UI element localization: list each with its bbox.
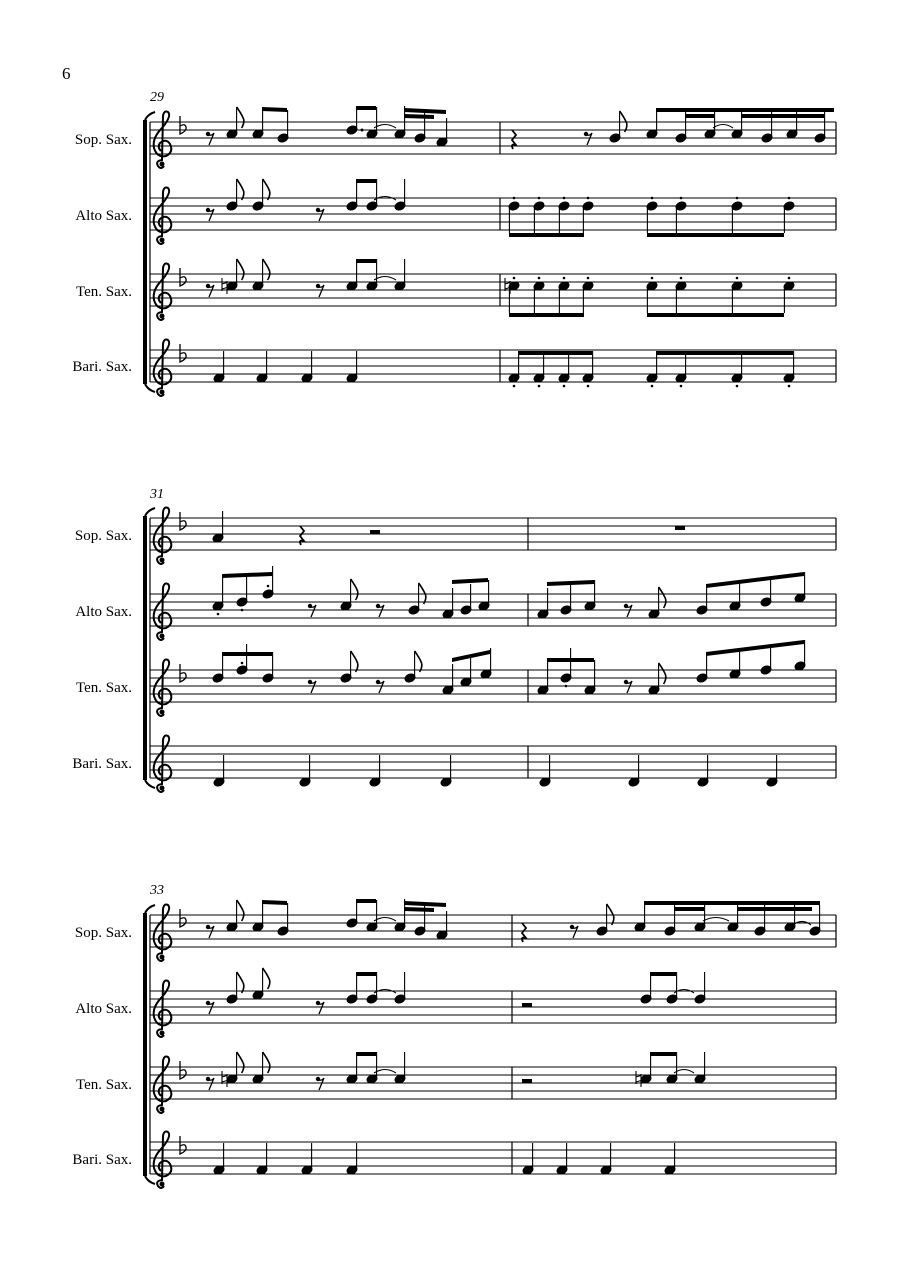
staccato-dot <box>241 662 244 665</box>
treble-clef-icon <box>154 905 172 962</box>
note-beam <box>356 106 376 110</box>
note-beam <box>356 179 376 183</box>
note-flag <box>263 968 270 989</box>
note-flag <box>237 179 244 200</box>
treble-clef-icon <box>160 390 165 395</box>
note-flag <box>237 1052 244 1073</box>
instrument-label-baritone: Bari. Sax. <box>72 359 132 375</box>
note-beam <box>656 351 793 355</box>
eighth-rest <box>208 285 214 297</box>
note-flag <box>351 651 358 672</box>
note-beam <box>741 114 824 118</box>
staccato-dot <box>563 277 566 280</box>
staccato-dot <box>538 385 541 388</box>
note-beam <box>650 972 676 976</box>
note-beam <box>518 351 592 355</box>
treble-clef-icon <box>154 584 172 641</box>
note-flag <box>263 179 270 200</box>
instrument-label-tenor: Ten. Sax. <box>75 1077 132 1093</box>
treble-clef-icon <box>160 710 165 715</box>
treble-clef-icon <box>154 188 172 245</box>
note-beam <box>404 114 434 119</box>
staccato-dot <box>680 385 683 388</box>
staccato-dot <box>736 197 739 200</box>
eighth-rest <box>626 605 632 617</box>
natural-sign-icon <box>222 1071 227 1087</box>
eighth-rest <box>586 133 592 145</box>
system-bracket <box>145 112 155 120</box>
staccato-dot <box>587 385 590 388</box>
note-flag <box>237 259 244 280</box>
note-beam <box>647 233 784 237</box>
tie <box>374 277 396 281</box>
note-beam <box>706 572 804 588</box>
note-beam <box>222 652 272 656</box>
flat-sign-icon <box>180 1061 186 1079</box>
measure-number-31: 31 <box>150 487 164 502</box>
note-beam <box>656 108 834 112</box>
instrument-label-baritone: Bari. Sax. <box>72 756 132 772</box>
staccato-dot <box>513 277 516 280</box>
eighth-rest <box>310 605 316 617</box>
treble-clef-icon <box>160 955 165 960</box>
treble-clef-icon <box>160 238 165 243</box>
treble-clef-icon <box>154 736 172 793</box>
tie <box>374 125 396 129</box>
note-beam <box>674 907 704 911</box>
note-beam <box>737 907 812 911</box>
staccato-dot <box>563 385 566 388</box>
eighth-rest <box>208 133 214 145</box>
note-beam <box>356 972 376 976</box>
natural-sign-icon <box>636 1071 641 1087</box>
staccato-dot <box>587 197 590 200</box>
staccato-dot <box>513 385 516 388</box>
flat-sign-icon <box>180 664 186 682</box>
tie <box>374 918 396 922</box>
staccato-dot <box>267 585 270 588</box>
flat-sign-icon <box>180 268 186 286</box>
instrument-label-alto: Alto Sax. <box>75 604 132 620</box>
tie <box>703 918 729 922</box>
staccato-dot <box>788 277 791 280</box>
system-bracket <box>143 120 147 384</box>
note-flag <box>237 107 244 128</box>
treble-clef-icon <box>154 264 172 321</box>
treble-clef-icon <box>160 1182 165 1187</box>
system-bracket <box>145 1176 155 1184</box>
note-beam <box>547 658 594 662</box>
eighth-rest <box>310 681 316 693</box>
instrument-label-soprano: Sop. Sax. <box>74 528 132 544</box>
note-flag <box>237 900 244 921</box>
staccato-dot <box>563 197 566 200</box>
staccato-dot <box>217 613 220 616</box>
staccato-dot <box>651 197 654 200</box>
note-beam <box>644 901 820 905</box>
note-beam <box>404 907 434 912</box>
staccato-dot <box>788 385 791 388</box>
flat-sign-icon <box>180 1136 186 1154</box>
treble-clef-icon <box>154 981 172 1038</box>
dot <box>361 129 364 132</box>
instrument-label-tenor: Ten. Sax. <box>75 680 132 696</box>
system-bracket <box>143 913 147 1176</box>
note-flag <box>659 587 666 608</box>
staccato-dot <box>565 685 568 688</box>
eighth-rest <box>572 926 578 938</box>
note-beam <box>509 313 584 317</box>
staccato-dot <box>538 197 541 200</box>
system-bracket <box>143 516 147 780</box>
treble-clef-icon <box>160 634 165 639</box>
eighth-rest <box>378 605 384 617</box>
treble-clef-icon <box>154 340 172 397</box>
instrument-label-alto: Alto Sax. <box>75 1001 132 1017</box>
note-beam <box>509 233 584 237</box>
note-beam <box>650 1052 676 1056</box>
treble-clef-icon <box>160 1107 165 1112</box>
staccato-dot <box>736 385 739 388</box>
flat-sign-icon <box>180 512 186 530</box>
half-rest <box>370 530 380 534</box>
natural-sign-icon <box>222 278 227 294</box>
note-beam <box>647 313 784 317</box>
system-bracket <box>145 508 155 516</box>
staccato-dot <box>538 277 541 280</box>
treble-clef-icon <box>160 162 165 167</box>
treble-clef-icon <box>160 786 165 791</box>
eighth-rest <box>318 1078 324 1090</box>
note-beam <box>685 114 714 118</box>
staccato-dot <box>651 385 654 388</box>
note-beam <box>262 107 287 112</box>
half-rest <box>522 1003 532 1007</box>
tie <box>374 1070 396 1074</box>
staccato-dot <box>680 277 683 280</box>
eighth-rest <box>208 926 214 938</box>
measure-number-33: 33 <box>150 883 164 898</box>
treble-clef-icon <box>154 660 172 717</box>
treble-clef-icon <box>160 558 165 563</box>
note-beam <box>452 578 488 584</box>
instrument-label-alto: Alto Sax. <box>75 208 132 224</box>
note-flag <box>351 579 358 600</box>
staccato-dot <box>651 277 654 280</box>
flat-sign-icon <box>180 909 186 927</box>
eighth-rest <box>318 1002 324 1014</box>
instrument-label-soprano: Sop. Sax. <box>74 132 132 148</box>
eighth-rest <box>378 681 384 693</box>
instrument-label-baritone: Bari. Sax. <box>72 1152 132 1168</box>
eighth-rest <box>318 209 324 221</box>
whole-rest <box>675 526 685 530</box>
measure-number-29: 29 <box>150 90 164 105</box>
system-bracket <box>145 384 155 392</box>
eighth-rest <box>208 1002 214 1014</box>
flat-sign-icon <box>180 344 186 362</box>
note-beam <box>356 259 376 263</box>
staccato-dot <box>788 197 791 200</box>
flat-sign-icon <box>180 116 186 134</box>
note-flag <box>263 259 270 280</box>
system-bracket <box>145 780 155 788</box>
staccato-dot <box>241 609 244 612</box>
note-flag <box>415 651 422 672</box>
staccato-dot <box>513 197 516 200</box>
instrument-label-soprano: Sop. Sax. <box>74 925 132 941</box>
note-flag <box>263 1052 270 1073</box>
treble-clef-icon <box>154 1132 172 1189</box>
treble-clef-icon <box>154 508 172 565</box>
tie <box>713 125 733 129</box>
note-flag <box>659 663 666 684</box>
treble-clef-icon <box>154 1057 172 1114</box>
staccato-dot <box>680 197 683 200</box>
eighth-rest <box>318 285 324 297</box>
page-number: 6 <box>62 64 71 83</box>
note-beam <box>356 899 376 903</box>
treble-clef-icon <box>154 112 172 169</box>
staccato-dot <box>587 277 590 280</box>
half-rest <box>522 1079 532 1083</box>
treble-clef-icon <box>160 314 165 319</box>
eighth-rest <box>626 681 632 693</box>
eighth-rest <box>208 1078 214 1090</box>
staccato-dot <box>736 277 739 280</box>
system-bracket <box>145 905 155 913</box>
note-beam <box>262 900 287 905</box>
note-beam <box>706 640 804 656</box>
instrument-label-tenor: Ten. Sax. <box>75 284 132 300</box>
treble-clef-icon <box>160 1031 165 1036</box>
eighth-rest <box>208 209 214 221</box>
note-beam <box>356 1052 376 1056</box>
note-flag <box>237 972 244 993</box>
